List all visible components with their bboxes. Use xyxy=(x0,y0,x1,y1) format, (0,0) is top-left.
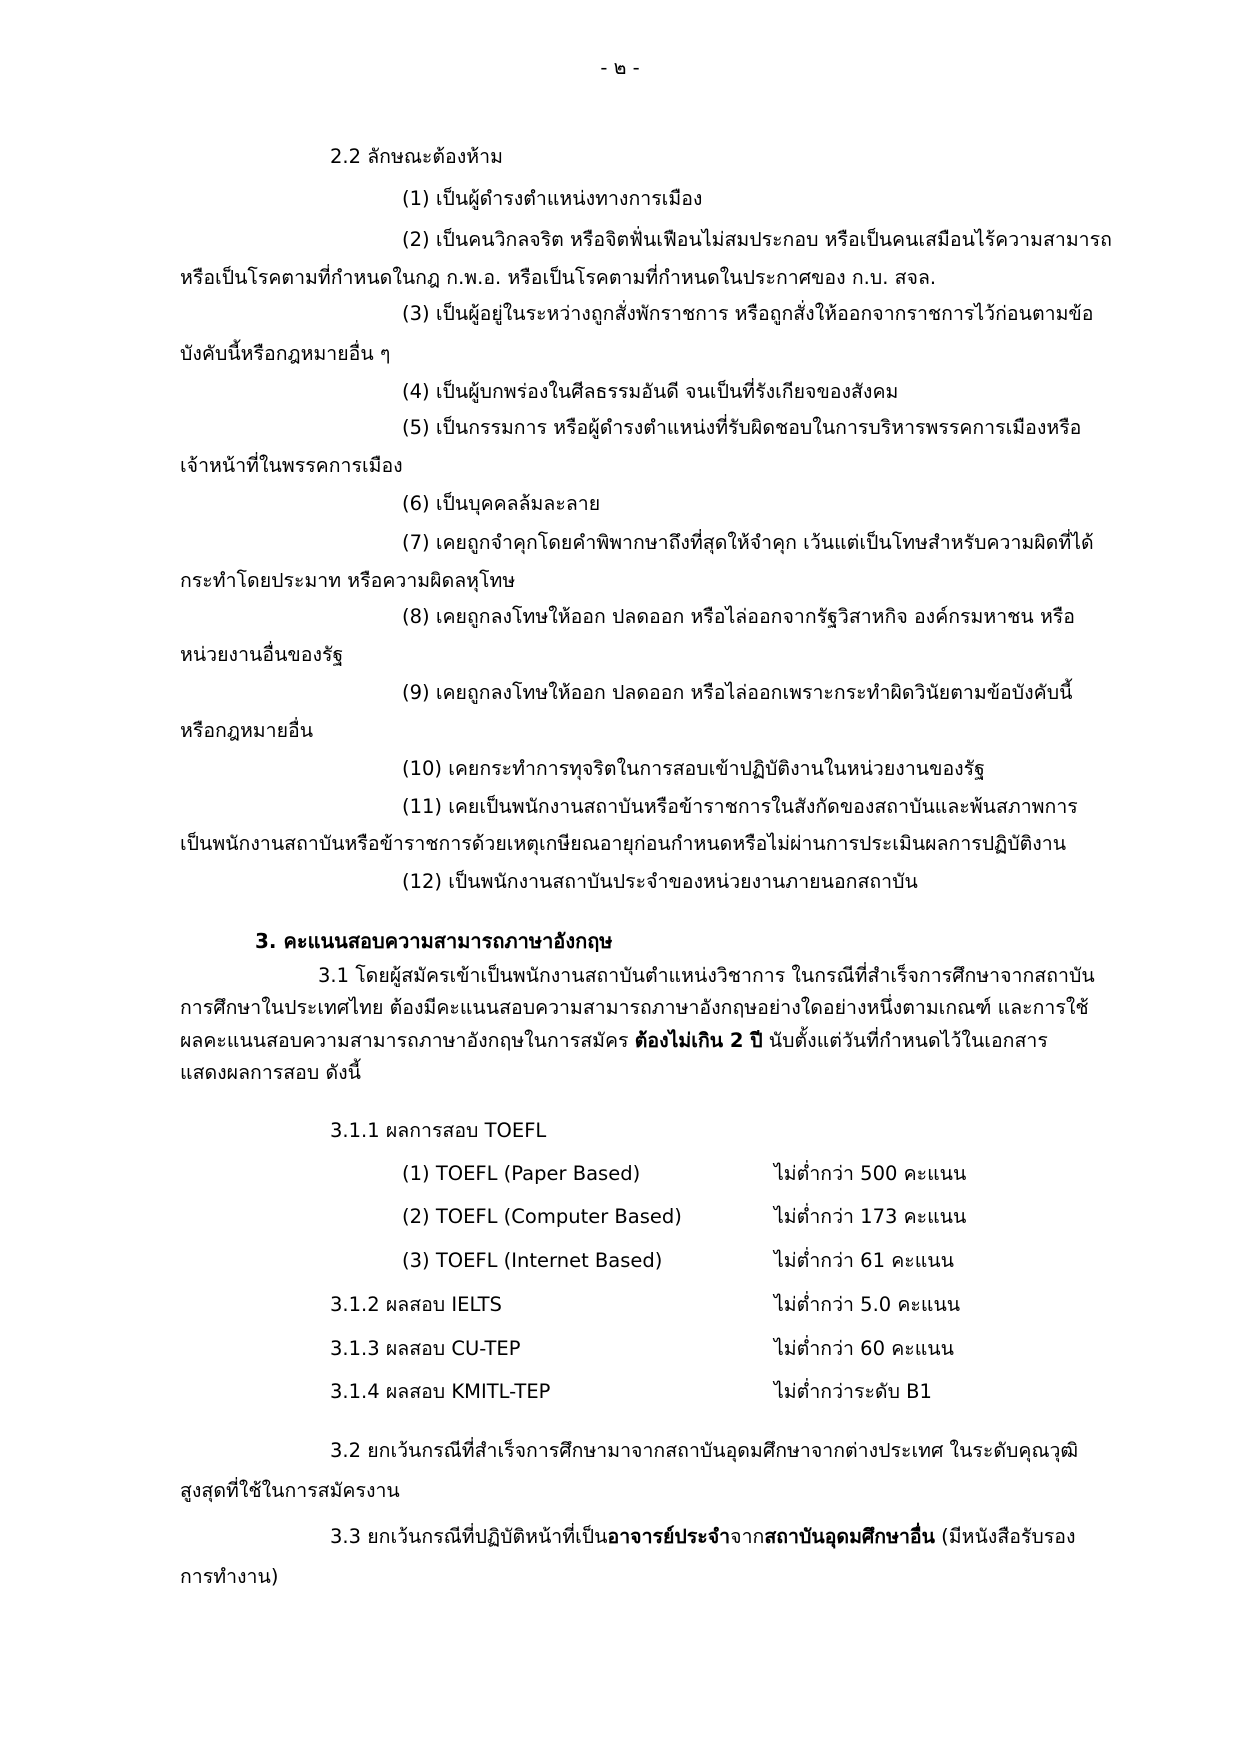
page-number: - ๒ - xyxy=(600,56,640,79)
test-row-requirement: ไม่ต่ำกว่าระดับ B1 xyxy=(774,1380,932,1403)
para-3-2-line-2: สูงสุดที่ใช้ในการสมัครงาน xyxy=(180,1479,400,1502)
toefl-row-name: (3) TOEFL (Internet Based) xyxy=(402,1249,663,1272)
test-row-name: 3.1.2 ผลสอบ IELTS xyxy=(330,1293,502,1316)
section-3-heading: 3. คะแนนสอบความสามารถภาษาอังกฤษ xyxy=(255,929,613,953)
toefl-row-name: (2) TOEFL (Computer Based) xyxy=(402,1205,682,1228)
para-3-1-line-1: 3.1 โดยผู้สมัครเข้าเป็นพนักงานสถาบันตำแหน่งวิชาการ ในกรณีที่สำเร็จการศึกษาจากสถาบัน xyxy=(318,964,1095,987)
item-8-line-1: (8) เคยถูกลงโทษให้ออก ปลดออก หรือไล่ออกจากรัฐวิสาหกิจ องค์กรมหาชน หรือ xyxy=(402,605,1075,628)
item-11-line-2: เป็นพนักงานสถาบันหรือข้าราชการด้วยเหตุเกษียณอายุก่อนกำหนดหรือไม่ผ่านการประเมินผลการปฏิบัติงาน xyxy=(180,832,1067,855)
item-2-line-1: (2) เป็นคนวิกลจริต หรือจิตฟั่นเฟือนไม่สมประกอบ หรือเป็นคนเสมือนไร้ความสามารถ xyxy=(402,228,1112,251)
item-11-line-1: (11) เคยเป็นพนักงานสถาบันหรือข้าราชการในสังกัดของสถาบันและพ้นสภาพการ xyxy=(402,795,1078,818)
item-9-line-1: (9) เคยถูกลงโทษให้ออก ปลดออก หรือไล่ออกเพราะกระทำผิดวินัยตามข้อบังคับนี้ xyxy=(402,681,1073,704)
toefl-row-requirement: ไม่ต่ำกว่า 500 คะแนน xyxy=(774,1162,967,1185)
item-3-line-1: (3) เป็นผู้อยู่ในระหว่างถูกสั่งพักราชการ หรือถูกสั่งให้ออกจากราชการไว้ก่อนตามข้อ xyxy=(402,302,1094,325)
item-12: (12) เป็นพนักงานสถาบันประจำของหน่วยงานภายนอกสถาบัน xyxy=(402,870,918,893)
item-1: (1) เป็นผู้ดำรงตำแหน่งทางการเมือง xyxy=(402,187,703,210)
test-row-name: 3.1.3 ผลสอบ CU-TEP xyxy=(330,1337,521,1360)
item-8-line-2: หน่วยงานอื่นของรัฐ xyxy=(180,643,344,666)
test-row-requirement: ไม่ต่ำกว่า 5.0 คะแนน xyxy=(774,1293,961,1316)
item-9-line-2: หรือกฎหมายอื่น xyxy=(180,719,314,742)
toefl-row-requirement: ไม่ต่ำกว่า 61 คะแนน xyxy=(774,1249,954,1272)
item-3-line-2: บังคับนี้หรือกฎหมายอื่น ๆ xyxy=(180,342,391,365)
item-4: (4) เป็นผู้บกพร่องในศีลธรรมอันดี จนเป็นที่รังเกียจของสังคม xyxy=(402,380,899,403)
item-5-line-2: เจ้าหน้าที่ในพรรคการเมือง xyxy=(180,454,403,477)
para-3-1-line-3: ผลคะแนนสอบความสามารถภาษาอังกฤษในการสมัคร ต้องไม่เกิน 2 ปี นับตั้งแต่วันที่กำหนดไว้ในเอกสาร xyxy=(180,1029,1048,1052)
test-row-name: 3.1.4 ผลสอบ KMITL-TEP xyxy=(330,1380,551,1403)
item-7-line-2: กระทำโดยประมาท หรือความผิดลหุโทษ xyxy=(180,569,516,592)
section-2-2-heading: 2.2 ลักษณะต้องห้าม xyxy=(330,145,503,168)
para-3-3-line-1: 3.3 ยกเว้นกรณีที่ปฏิบัติหน้าที่เป็นอาจารย์ประจำจากสถาบันอุดมศึกษาอื่น (มีหนังสือรับรอง xyxy=(330,1525,1076,1548)
para-3-1-line-4: แสดงผลการสอบ ดังนี้ xyxy=(180,1061,361,1084)
item-5-line-1: (5) เป็นกรรมการ หรือผู้ดำรงตำแหน่งที่รับผิดชอบในการบริหารพรรคการเมืองหรือ xyxy=(402,416,1082,439)
para-3-1-line-2: การศึกษาในประเทศไทย ต้องมีคะแนนสอบความสามารถภาษาอังกฤษอย่างใดอย่างหนึ่งตามเกณฑ์ และการใช้ xyxy=(180,996,1089,1019)
para-3-2-line-1: 3.2 ยกเว้นกรณีที่สำเร็จการศึกษามาจากสถาบันอุดมศึกษาจากต่างประเทศ ในระดับคุณวุฒิ xyxy=(330,1439,1079,1462)
item-7-line-1: (7) เคยถูกจำคุกโดยคำพิพากษาถึงที่สุดให้จำคุก เว้นแต่เป็นโทษสำหรับความผิดที่ได้ xyxy=(402,531,1094,554)
test-3-1-1-title: 3.1.1 ผลการสอบ TOEFL xyxy=(330,1119,547,1142)
item-2-line-2: หรือเป็นโรคตามที่กำหนดในกฎ ก.พ.อ. หรือเป็นโรคตามที่กำหนดในประกาศของ ก.บ. สจล. xyxy=(180,266,937,289)
toefl-row-requirement: ไม่ต่ำกว่า 173 คะแนน xyxy=(774,1205,967,1228)
test-row-requirement: ไม่ต่ำกว่า 60 คะแนน xyxy=(774,1337,954,1360)
toefl-row-name: (1) TOEFL (Paper Based) xyxy=(402,1162,641,1185)
para-3-3-line-2: การทำงาน) xyxy=(180,1565,279,1588)
item-10: (10) เคยกระทำการทุจริตในการสอบเข้าปฏิบัติงานในหน่วยงานของรัฐ xyxy=(402,757,985,780)
item-6: (6) เป็นบุคคลล้มละลาย xyxy=(402,492,601,515)
